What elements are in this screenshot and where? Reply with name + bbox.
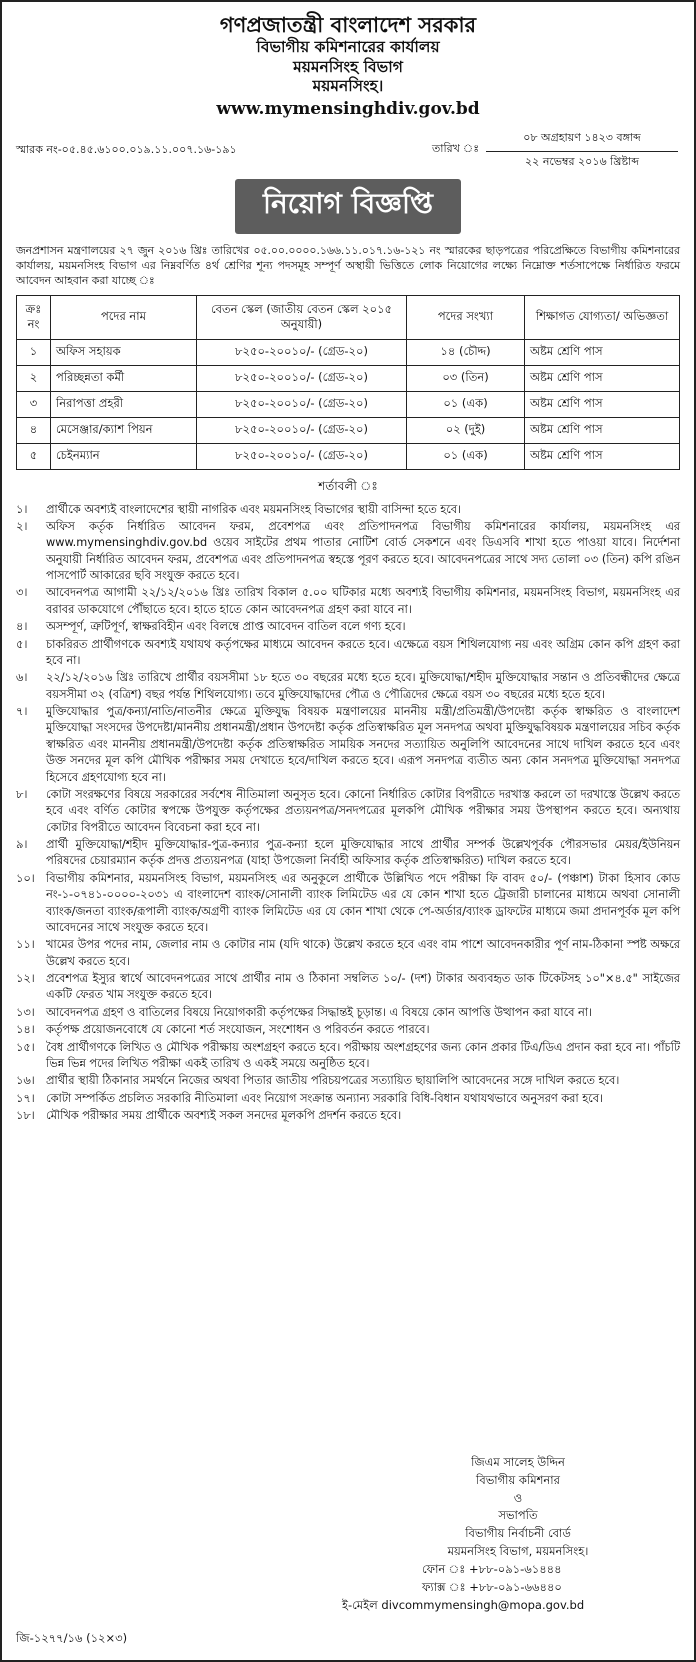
notice-banner: নিয়োগ বিজ্ঞপ্তি <box>235 179 461 234</box>
cell-serial: ৩ <box>17 391 51 417</box>
conditions-list <box>16 502 680 1125</box>
condition-text: ২২/১২/২০১৬ খ্রিঃ তারিখে প্রার্থীর বয়সসীমা ১৮ হতে ৩০ বছরের মধ্যে হতে হবে। মুক্তিযোদ্ধা/শহীদ মুক্তিযোদ্ধার সন্তান ও প্রতিবন্ধীদের ক্ষেত্রে বয়সসীমা ৩২ (বত্রিশ) বছর পর্যন্ত শিথিলযোগ্য। তবে মুক্তিযোদ্ধাদের পৌত্র ও পৌত্রিদের ক্ষেত্রে বয়স ৩০ বছরের মধ্যে হতে হবে। <box>46 671 680 701</box>
cell-pay-scale: ৮২৫০-২০০১০/- (গ্রেড-২০) <box>197 417 407 443</box>
header-pay-scale: বেতন স্কেল (জাতীয় বেতন স্কেল ২০১৫ অনুযায়ী) <box>197 295 407 339</box>
cell-qualification: অষ্টম শ্রেণি পাস <box>525 391 680 417</box>
condition-text: মুক্তিযোদ্ধার পুত্র/কন্যা/নাতি/নাতনীর ক্ষেত্রে মুক্তিযুদ্ধ বিষয়ক মন্ত্রণালয়ের মাননীয় মন্ত্রী/প্রতিমন্ত্রী/উপদেষ্টা কর্তৃক স্বাক্ষরিত ও বাংলাদেশ মুক্তিযোদ্ধা সংসদের উপদেষ্টা/মাননীয় প্রধানমন্ত্রী/প্রধান উপদেষ্টা কর্তৃক প্রতিস্বাক্ষরিত মূল সনদপত্র অথবা মুক্তিযুদ্ধবিষয়ক মন্ত্রণালয়ের সচিব কর্তৃক স্বাক্ষরিত এবং মাননীয় প্রধানমন্ত্রী/উপদেষ্টা কর্তৃক প্রতিস্বাক্ষরিত সাময়িক সনদের সত্যায়িত অনুলিপি আবেদনের সাথে দাখিল করতে হবে এবং উক্ত সনদের মূল কপি মৌখিক পরীক্ষার সময় দেখাতে হবে/দাখিল করতে হবে। এরূপ সনদপত্র ব্যতীত অন্য কোন সনদপত্র মুক্তিযোদ্ধা সনদপত্র হিসেবে গ্রহণযোগ্য হবে না। <box>46 705 680 784</box>
condition-item <box>16 637 680 670</box>
signatory-title: বিভাগীয় কমিশনার <box>476 1472 560 1487</box>
cell-post-count: ০১ (এক) <box>407 391 525 417</box>
division-name: ময়মনসিংহ বিভাগ <box>293 57 403 76</box>
date-bangla: ০৮ অগ্রহায়ণ ১৪২৩ বঙ্গাব্দ <box>486 129 678 152</box>
condition-number: ৭। <box>16 705 28 719</box>
header-qualification: শিক্ষাগত যোগ্যতা/ অভিজ্ঞতা <box>525 295 680 339</box>
cell-serial: ২ <box>17 365 51 391</box>
government-title: গণপ্রজাতন্ত্রী বাংলাদেশ সরকার <box>219 13 477 37</box>
condition-item <box>16 1005 680 1021</box>
condition-number: ১০। <box>16 871 35 885</box>
condition-number: ৪। <box>16 620 28 634</box>
header-post-count: পদের সংখ্যা <box>407 295 525 339</box>
condition-text: আবেদনপত্র আগামী ২২/১২/২০১৬ খ্রিঃ তারিখ বিকাল ৫.০০ ঘটিকার মধ্যে অবশ্যই বিভাগীয় কমিশনার, ময়মনসিংহ বিভাগ, ময়মনসিংহ এর বরাবর ডাকযোগে পৌঁছাতে হবে। হাতে হাতে কোন আবেদনপত্র গ্রহণ করা যাবে না। <box>46 586 680 616</box>
cell-pay-scale: ৮২৫০-২০০১০/- (গ্রেড-২০) <box>197 339 407 365</box>
table-row <box>17 339 680 365</box>
condition-item <box>16 670 680 703</box>
letterhead <box>16 12 680 121</box>
condition-text: কর্তৃপক্ষ প্রয়োজনবোধে যে কোনো শর্ত সংযোজন, সংশোধন ও পরিবর্তন করতে পারবে। <box>46 1023 430 1037</box>
conditions-title: শর্তাবলী ঃ <box>318 478 378 493</box>
cell-pay-scale: ৮২৫০-২০০১০/- (গ্রেড-২০) <box>197 443 407 469</box>
header-post-name: পদের নাম <box>51 295 197 339</box>
condition-number: ১৬। <box>16 1074 35 1088</box>
header-serial: ক্রঃ নং <box>17 295 51 339</box>
condition-text: প্রার্থীর স্থায়ী ঠিকানার সমর্থনে নিজের অথবা পিতার জাতীয় পরিচয়পত্রের সত্যায়িত ছায়ালিপি আবেদনের সঙ্গে দাখিল করতে হবে। <box>46 1074 620 1088</box>
condition-text: বিভাগীয় কমিশনার, ময়মনসিংহ বিভাগ, ময়মনসিংহ এর অনুকূলে প্রার্থীকে উল্লিখিত পদে পরীক্ষা ফি বাবদ ৫০/- (পঞ্চাশ) টাকা হিসাব কোড নং-১-০৭৪১-০০০০-২০৩১ এ বাংলাদেশ ব্যাংক/সোনালী ব্যাংক লিমিটেড এর যে কোন শাখা হতে ট্রেজারী চালানের মাধ্যমে অথবা সোনালী ব্যাংক/জনতা ব্যাংক/রূপালী ব্যাংক/অগ্রণী ব্যাংক লিমিটেড এর যে কোন শাখা থেকে পে-অর্ডার/ব্যাংক ড্রাফটের মাধ্যমে জমা প্রদানপূর্বক মূল কপি আবেদনের সাথে সংযুক্ত করতে হবে। <box>46 871 680 934</box>
cell-post-name: অফিস সহায়ক <box>51 339 197 365</box>
condition-item <box>16 837 680 870</box>
date-english: ২২ নভেম্বর ২০১৬ খ্রিষ্টাব্দ <box>525 154 639 168</box>
signatory-address: ময়মনসিংহ বিভাগ, ময়মনসিংহ। <box>447 1544 589 1559</box>
cell-post-count: ১৪ (চৌদ্দ) <box>407 339 525 365</box>
condition-text: খামের উপর পদের নাম, জেলার নাম ও কোটার নাম (যদি থাকে) উল্লেখ করতে হবে এবং বাম পাশে আবেদনকারীর পূর্ণ নাম-ঠিকানা স্পষ্ট অক্ষরে উল্লেখ করতে হবে। <box>46 938 680 968</box>
condition-number: ৬। <box>16 671 28 685</box>
table-header-row <box>17 295 680 339</box>
signatory-role: সভাপতি <box>498 1508 538 1523</box>
condition-number: ২। <box>16 519 28 533</box>
cell-pay-scale: ৮২৫০-২০০১০/- (গ্রেড-২০) <box>197 365 407 391</box>
cell-qualification: অষ্টম শ্রেণি পাস <box>525 443 680 469</box>
condition-number: ৮। <box>16 787 28 801</box>
table-row <box>17 391 680 417</box>
condition-item <box>16 1040 680 1073</box>
condition-text: আবেদনপত্র গ্রহণ ও বাতিলের বিষয়ে নিয়োগকারী কর্তৃপক্ষের সিদ্ধান্তই চূড়ান্ত। এ বিষয়ে কোন আপত্তি উত্থাপন করা যাবে না। <box>46 1005 593 1019</box>
condition-number: ১১। <box>16 938 35 952</box>
condition-text: অফিস কর্তৃক নির্ধারিত আবেদন ফরম, প্রবেশপত্র এবং প্রতিপাদনপত্র বিভাগীয় কমিশনারের কার্যালয়, ময়মনসিংহ এর www.mymensinghdiv.gov.bd ওয়েব সাইটের প্রথম পাতার নোটিশ বোর্ড সেকশনে এবং ডিএসবি শাখা হতে পাওয়া যাবে। নির্দেশনা অনুযায়ী নির্ধারিত আবেদন ফরম, প্রবেশপত্র এবং প্রতিপাদনপত্র স্বহস্তে পূরণ করতে হবে। আবেদনপত্রের সাথে সদ্য তোলা ০৩ (তিন) কপি রঙিন পাসপোর্ট আকারের ছবি সংযুক্ত করতে হবে। <box>46 519 680 583</box>
office-name: বিভাগীয় কমিশনারের কার্যালয় <box>256 38 440 57</box>
condition-number: ৫। <box>16 637 28 651</box>
condition-text: মৌখিক পরীক্ষার সময় প্রার্থীকে অবশ্যই সকল সনদের মূলকপি প্রদর্শন করতে হবে। <box>46 1109 402 1123</box>
cell-pay-scale: ৮২৫০-২০০১০/- (গ্রেড-২০) <box>197 391 407 417</box>
cell-serial: ১ <box>17 339 51 365</box>
condition-item <box>16 585 680 618</box>
condition-text: প্রবেশপত্র ইস্যুর স্বার্থে আবেদনপত্রের সাথে প্রার্থীর নাম ও ঠিকানা সম্বলিত ১০/- (দশ) টাকার অব্যবহৃত ডাক টিকেটসহ ১০"×৪.৫" সাইজের একটি ফেরত খাম সংযুক্ত করতে হবে। <box>46 972 680 1002</box>
table-row <box>17 443 680 469</box>
memo-line <box>16 127 680 177</box>
condition-item <box>16 971 680 1004</box>
condition-item <box>16 1091 680 1107</box>
condition-number: ১৪। <box>16 1023 35 1037</box>
condition-item <box>16 1073 680 1089</box>
condition-number: ১৭। <box>16 1091 35 1105</box>
signatory-name: জিএম সালেহ উদ্দিন <box>471 1455 565 1469</box>
condition-item <box>16 937 680 970</box>
cell-post-name: মেসেঞ্জার/ক্যাশ পিয়ন <box>51 417 197 443</box>
cell-serial: ৪ <box>17 417 51 443</box>
cell-serial: ৫ <box>17 443 51 469</box>
condition-number: ৩। <box>16 586 28 600</box>
table-row <box>17 365 680 391</box>
website-link[interactable]: www.mymensinghdiv.gov.bd <box>216 99 480 120</box>
condition-text: কোটা সম্পর্কিত প্রচলিত সরকারি নীতিমালা এবং নিয়োগ সংক্রান্ত অন্যান্য সরকারি বিধি-বিধান যথাযথভাবে অনুসরণ করা হবে। <box>46 1091 604 1105</box>
condition-item <box>16 1108 680 1124</box>
condition-number: ১। <box>16 502 28 516</box>
cell-post-name: পরিচ্ছন্নতা কর্মী <box>51 365 197 391</box>
city-name: ময়মনসিংহ। <box>312 77 384 95</box>
condition-text: প্রার্থী মুক্তিযোদ্ধা/শহীদ মুক্তিযোদ্ধার-পুত্র-কন্যার পুত্র-কন্যা হলে মুক্তিযোদ্ধার সাথে প্রার্থীর সম্পর্ক উল্লেখপূর্বক পৌরসভার মেয়র/ইউনিয়ন পরিষদের চেয়ারম্যান কর্তৃক প্রদত্ত প্রত্যয়নপত্র (যাহা উপজেলা নির্বাহী অফিসার কর্তৃক প্রতিস্বাক্ষরিত) দাখিল করতে হবে। <box>46 838 680 868</box>
fax-number: ফ্যাক্স ঃ +৮৮-০৯১-৬৬৪৪০ <box>422 1579 562 1594</box>
condition-item <box>16 502 680 518</box>
signatory-board: বিভাগীয় নির্বাচনী বোর্ড <box>465 1526 571 1541</box>
condition-text: প্রার্থীকে অবশ্যই বাংলাদেশের স্থায়ী নাগরিক এবং ময়মনসিংহ বিভাগের স্থায়ী বাসিন্দা হতে হবে। <box>46 502 462 516</box>
cell-post-name: নিরাপত্তা প্রহরী <box>51 391 197 417</box>
table-row <box>17 417 680 443</box>
condition-text: চাকরিরত প্রার্থীগণকে অবশ্যই যথাযথ কর্তৃপক্ষের মাধ্যমে আবেদন করতে হবে। এক্ষেত্রে বয়স শিথিলযোগ্য নয় এবং অগ্রিম কোন কপি গ্রহণ করা হবে না। <box>46 637 680 667</box>
condition-item <box>16 871 680 937</box>
intro-paragraph: জনপ্রশাসন মন্ত্রণালয়ের ২৭ জুন ২০১৬ খ্রিঃ তারিখের ০৫.০০.০০০০.১৬৬.১১.০১৭.১৬-১২১ নং স্মারকের ছাড়পত্রের পরিপ্রেক্ষিতে বিভাগীয় কমিশনারের কার্যালয়, ময়মনসিংহ বিভাগ এর নিম্নবর্ণিত ৪র্থ শ্রেণির শূন্য পদসমূহ সম্পূর্ণ অস্থায়ী ভিত্তিতে লোক নিয়োগের লক্ষ্যে নিম্নোক্ত শর্তসাপেক্ষে নির্ধারিত ফরমে আবেদন আহবান করা যাচ্ছে ঃ <box>16 243 680 288</box>
condition-number: ১২। <box>16 972 35 986</box>
condition-text: কোটা সংরক্ষণের বিষয়ে সরকারের সর্বশেষ নীতিমালা অনুসৃত হবে। কোনো নির্ধারিত কোটার বিপরীতে দরখাস্ত করলে তা দরখাস্তে উল্লেখ করতে হবে এবং বর্ণিত কোটার স্বপক্ষে উপযুক্ত কর্তৃপক্ষের প্রত্যয়নপত্র/সনদপত্রের মূলকপি মৌখিক পরীক্ষার সময় উপস্থাপন করতে হবে। অন্যথায় কোটার বিপরীতে আবেদন বিবেচনা করা হবে না। <box>46 787 680 834</box>
cell-qualification: অষ্টম শ্রেণি পাস <box>525 365 680 391</box>
cell-qualification: অষ্টম শ্রেণি পাস <box>525 339 680 365</box>
condition-item <box>16 519 680 585</box>
cell-post-count: ০১ (এক) <box>407 443 525 469</box>
condition-number: ১৮। <box>16 1109 35 1123</box>
condition-text: বৈধ প্রার্থীগণকে লিখিত ও মৌখিক পরীক্ষায় অংশগ্রহণ করতে হবে। পরীক্ষায় অংশগ্রহণের জন্য কোন প্রকার টিএ/ডিএ প্রদান করা হবে না। পাঁচটি ভিন্ন ভিন্ন পদের লিখিত পরীক্ষা একই তারিখ ও একই সময়ে অনুষ্ঠিত হবে। <box>46 1040 680 1070</box>
banner-wrap <box>16 179 680 234</box>
publication-code: জি-১২৭৭/১৬ (১২×৩) <box>16 1631 128 1645</box>
condition-item <box>16 1022 680 1038</box>
condition-item <box>16 619 680 635</box>
email-address[interactable]: ই-মেইল divcommymensingh@mopa.gov.bd <box>342 1597 585 1612</box>
cell-post-count: ০৩ (তিন) <box>407 365 525 391</box>
condition-item <box>16 704 680 786</box>
condition-number: ১৫। <box>16 1040 35 1054</box>
signature-block <box>342 1454 654 1614</box>
condition-text: অসম্পূর্ণ, ত্রুটিপূর্ণ, স্বাক্ষরবিহীন এবং বিলম্বে প্রাপ্ত আবেদন বাতিল বলে গণ্য হবে। <box>46 620 406 634</box>
condition-number: ১৩। <box>16 1005 35 1019</box>
phone-number: ফোন ঃ +৮৮-০৯১-৬১৪৪৪ <box>422 1561 562 1576</box>
date-label: তারিখ ঃ <box>432 141 480 155</box>
cell-qualification: অষ্টম শ্রেণি পাস <box>525 417 680 443</box>
signatory-conjunction: ও <box>513 1490 523 1505</box>
posts-table <box>16 295 680 470</box>
condition-number: ৯। <box>16 838 28 852</box>
cell-post-name: চেইনম্যান <box>51 443 197 469</box>
memo-reference: স্মারক নং-০৫.৪৫.৬১০০.০১৯.১১.০০৭.১৬-১৯১ <box>16 142 237 156</box>
condition-item <box>16 787 680 836</box>
cell-post-count: ০২ (দুই) <box>407 417 525 443</box>
